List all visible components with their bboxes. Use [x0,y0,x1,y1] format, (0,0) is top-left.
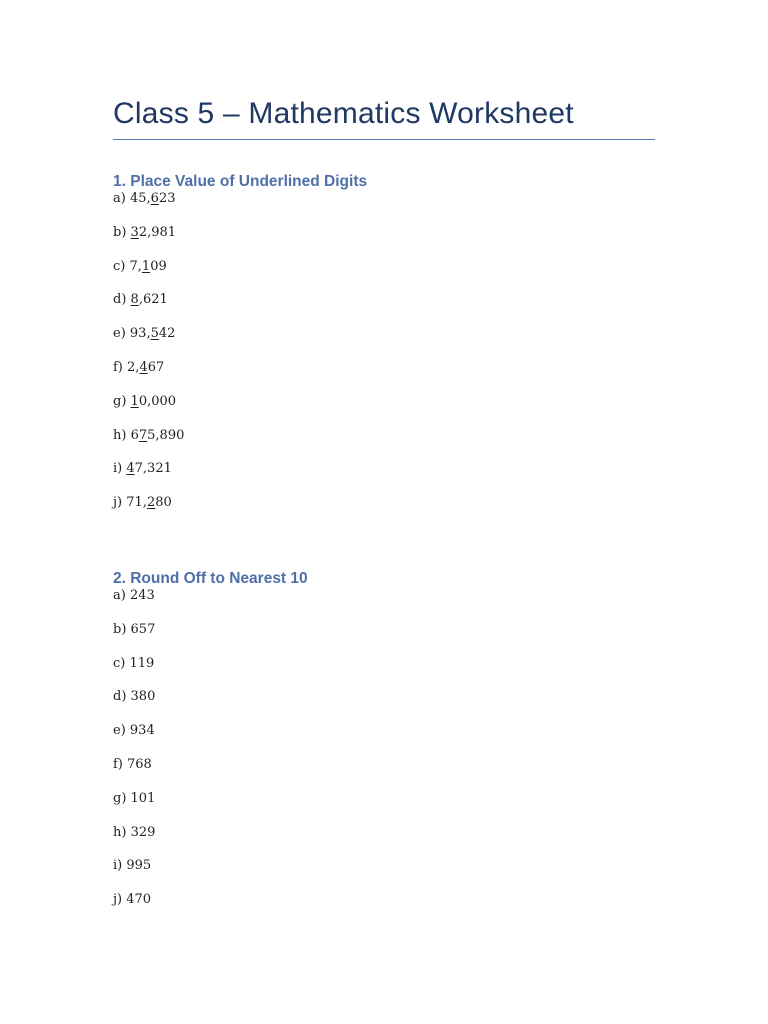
question-item [113,826,655,860]
question-label: f) [113,359,128,375]
title-divider [113,139,655,140]
number-after: 23 [158,191,176,206]
question-number: 657 [130,621,156,637]
number-after: 2,981 [138,224,177,240]
question-number: 329 [130,824,156,840]
question-number: 768 [127,756,152,772]
question-label: f) [113,756,128,772]
number-after: 0,000 [138,393,177,409]
question-number: 119 [129,655,155,671]
section-heading: 2. Round Off to Nearest 10 [113,569,308,587]
underlined-digit: 7 [138,427,148,443]
question-number: 470 [126,892,152,908]
number-before: 45, [129,191,151,206]
page-title: Class 5 – Mathematics Worksheet [113,97,574,130]
underlined-digit: 6 [150,191,159,206]
question-item [113,429,655,463]
section-round-off [113,569,655,927]
question-item [113,260,655,294]
question-item [113,192,655,226]
question-label: c) [113,258,130,274]
question-label: j) [113,495,127,511]
question-item [113,724,655,758]
question-item [113,226,655,260]
question-item [113,657,655,691]
question-item [113,758,655,792]
question-label: a) [113,191,130,206]
question-item [113,893,655,927]
underlined-digit: 4 [126,461,135,477]
question-item [113,792,655,826]
question-label: h) [113,824,131,840]
number-before: 93, [129,326,151,342]
question-label: a) [113,587,130,603]
number-before: 7, [129,258,142,274]
question-label: b) [113,224,131,240]
question-label: e) [113,723,130,739]
number-after: 09 [150,258,167,274]
question-label: d) [113,292,131,308]
question-label: h) [113,427,131,443]
underlined-digit: 1 [141,258,151,274]
number-after: 67 [147,359,165,375]
number-after: 7,321 [134,461,172,477]
question-item [113,690,655,724]
question-item [113,859,655,893]
question-item [113,589,655,623]
number-after: 5,890 [147,427,185,443]
question-number: 380 [130,689,156,705]
underlined-digit: 4 [139,359,148,375]
question-number: 934 [129,723,155,739]
question-list [113,589,655,927]
question-item [113,496,655,530]
number-before: 6 [130,427,139,443]
underlined-digit: 3 [130,224,139,240]
section-place-value [113,172,655,530]
question-item [113,293,655,327]
question-label: i) [113,858,127,874]
worksheet-page [113,92,655,927]
question-label: i) [113,461,127,477]
question-label: g) [113,790,131,806]
question-label: j) [113,892,127,908]
section-heading: 1. Place Value of Underlined Digits [113,173,368,190]
underlined-digit: 1 [130,393,139,409]
number-before: 2, [127,359,140,375]
question-item [113,395,655,429]
question-label: b) [113,621,131,637]
number-after: 80 [155,495,172,511]
question-label: g) [113,393,131,409]
underlined-digit: 5 [150,326,159,342]
number-before: 71, [126,495,147,511]
question-label: c) [113,655,130,671]
question-number: 101 [130,790,156,806]
question-number: 995 [126,858,152,874]
question-item [113,327,655,361]
question-item [113,462,655,496]
number-after: 42 [158,326,176,342]
question-item [113,361,655,395]
question-label: e) [113,326,130,342]
underlined-digit: 2 [146,495,156,511]
question-number: 243 [129,587,155,603]
number-after: ,621 [138,292,168,308]
underlined-digit: 8 [130,292,139,308]
question-item [113,623,655,657]
question-list [113,192,655,530]
question-label: d) [113,689,131,705]
